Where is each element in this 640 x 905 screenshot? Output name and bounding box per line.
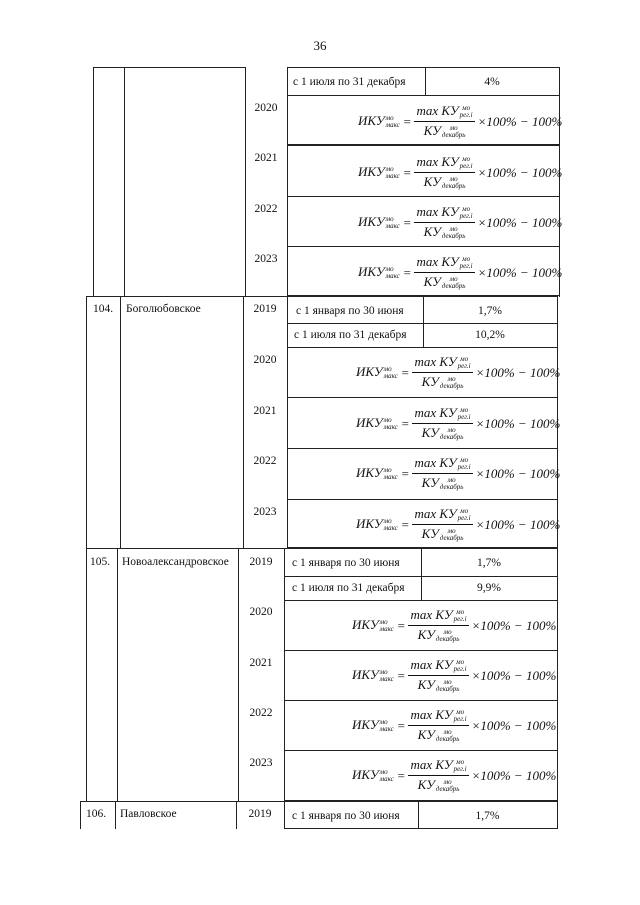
formula-max-index: ИКУ мо макс = max КУ мо рег.i КУ мо декабрь ×100% − 100% — [356, 405, 561, 442]
value-cell: 1,7% — [478, 305, 502, 317]
table-rule — [287, 196, 560, 197]
year-cell: 2020 — [249, 606, 273, 618]
table-rule — [284, 750, 558, 751]
table-rule — [557, 801, 558, 829]
settlement-name: Боголюбовское — [126, 303, 201, 315]
value-cell: 1,7% — [477, 557, 501, 569]
year-cell: 2022 — [249, 707, 273, 719]
period-label: с 1 января по 30 июня — [292, 810, 400, 822]
table-rule — [287, 499, 558, 500]
formula-max-index: ИКУ мо макс = max КУ мо рег.i КУ мо декабрь ×100% − 100% — [358, 204, 563, 241]
table-rule — [80, 801, 81, 829]
year-cell: 2021 — [253, 405, 277, 417]
year-cell: 2023 — [253, 506, 277, 518]
formula-max-index: ИКУ мо макс = max КУ мо рег.i КУ мо декабрь ×100% − 100% — [356, 455, 561, 492]
formula-max-index: ИКУ мо макс = max КУ мо рег.i КУ мо декабрь ×100% − 100% — [352, 657, 557, 694]
value-cell: 10,2% — [475, 329, 505, 341]
period-label: с 1 июля по 31 декабря — [294, 329, 407, 341]
value-cell: 4% — [484, 76, 500, 88]
formula-max-index: ИКУ мо макс = max КУ мо рег.i КУ мо декабрь ×100% − 100% — [358, 254, 563, 291]
formula-max-index: ИКУ мо макс = max КУ мо рег.i КУ мо декабрь ×100% − 100% — [356, 506, 561, 543]
period-label: с 1 января по 30 июня — [296, 305, 404, 317]
table-rule — [86, 548, 558, 549]
table-rule — [86, 296, 87, 549]
year-cell: 2019 — [248, 808, 272, 820]
formula-max-index: ИКУ мо макс = max КУ мо рег.i КУ мо декабрь ×100% − 100% — [358, 154, 563, 191]
table-rule — [124, 67, 125, 297]
table-rule — [287, 246, 560, 247]
year-cell: 2019 — [249, 556, 273, 568]
table-rule — [117, 548, 118, 802]
row-number: 104. — [93, 303, 114, 315]
year-cell: 2023 — [249, 757, 273, 769]
table-rule — [287, 448, 558, 449]
row-number: 105. — [90, 556, 111, 568]
period-label: с 1 июля по 31 декабря — [292, 582, 405, 594]
year-cell: 2020 — [254, 102, 278, 114]
table-rule — [284, 650, 558, 651]
table-rule — [115, 801, 116, 829]
table-rule — [93, 67, 94, 297]
table-rule — [120, 296, 121, 549]
year-cell: 2020 — [253, 354, 277, 366]
table-rule — [287, 296, 288, 549]
value-cell: 9,9% — [477, 582, 501, 594]
table-rule — [287, 145, 560, 146]
year-cell: 2023 — [254, 253, 278, 265]
table-rule — [86, 548, 87, 802]
formula-max-index: ИКУ мо макс = max КУ мо рег.i КУ мо декабрь ×100% − 100% — [352, 757, 557, 794]
year-cell: 2021 — [254, 152, 278, 164]
table-rule — [284, 828, 558, 829]
formula-max-index: ИКУ мо макс = max КУ мо рег.i КУ мо декабрь ×100% − 100% — [356, 354, 561, 391]
page-number: 36 — [313, 38, 327, 53]
formula-max-index: ИКУ мо макс = max КУ мо рег.i КУ мо декабрь ×100% − 100% — [352, 707, 557, 744]
value-cell: 1,7% — [475, 810, 500, 822]
settlement-name: Павловское — [120, 808, 177, 820]
year-cell: 2021 — [249, 657, 273, 669]
table-rule — [557, 548, 558, 802]
row-number: 106. — [86, 808, 107, 820]
formula-max-index: ИКУ мо макс = max КУ мо рег.i КУ мо декабрь ×100% − 100% — [358, 103, 563, 140]
table-rule — [284, 801, 285, 829]
settlement-name: Новоалександровское — [122, 556, 229, 568]
year-cell: 2022 — [254, 203, 278, 215]
table-rule — [287, 67, 288, 297]
table-rule — [284, 548, 285, 802]
table-rule — [284, 700, 558, 701]
period-label: с 1 июля по 31 декабря — [293, 76, 406, 88]
table-rule — [287, 95, 560, 96]
table-rule — [287, 67, 560, 68]
year-cell: 2022 — [253, 455, 277, 467]
table-rule — [80, 801, 558, 802]
table-rule — [287, 397, 558, 398]
period-label: с 1 января по 30 июня — [292, 557, 400, 569]
year-cell: 2019 — [253, 303, 277, 315]
table-rule — [86, 296, 558, 297]
table-rule — [93, 67, 246, 68]
formula-max-index: ИКУ мо макс = max КУ мо рег.i КУ мо декабрь ×100% − 100% — [352, 607, 557, 644]
